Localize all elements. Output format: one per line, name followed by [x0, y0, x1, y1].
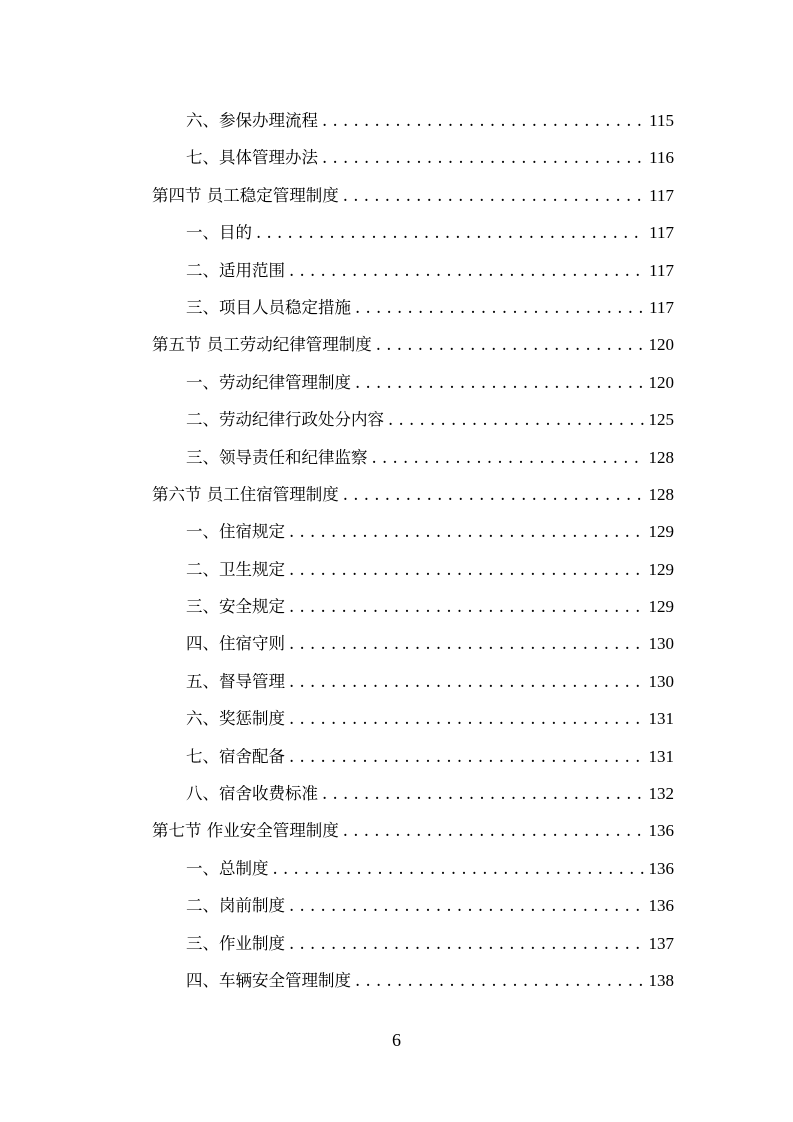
- toc-entry-page: 120: [648, 335, 674, 355]
- toc-dot-leader: [355, 289, 644, 326]
- toc-entry-title: 二、适用范围: [186, 260, 285, 280]
- toc-entry-title: 八、宿舍收费标准: [186, 784, 318, 804]
- toc-dot-leader: [289, 738, 644, 775]
- toc-entry-page: 132: [648, 784, 674, 804]
- toc-entry-page: 137: [648, 933, 674, 953]
- toc-entry-title: 一、总制度: [186, 858, 269, 878]
- toc-entry[interactable]: [152, 962, 674, 999]
- toc-entry[interactable]: [152, 214, 674, 251]
- toc-entry-page: 129: [648, 559, 674, 579]
- toc-entry-title: 六、参保办理流程: [186, 111, 318, 130]
- toc-entry[interactable]: [152, 925, 674, 962]
- toc-entry-page: 115: [649, 111, 674, 130]
- toc-entry-page: 128: [648, 484, 674, 504]
- toc-entry-title: 一、目的: [186, 223, 252, 243]
- table-of-contents: [152, 102, 674, 999]
- toc-dot-leader: [289, 887, 644, 924]
- toc-entry-page: 136: [648, 896, 674, 916]
- page-number: 6: [392, 1030, 401, 1050]
- toc-dot-leader: [289, 551, 644, 588]
- toc-entry-page: 128: [648, 447, 674, 467]
- toc-dot-leader: [289, 625, 644, 662]
- toc-entry[interactable]: [152, 700, 674, 737]
- toc-entry-title: 一、劳动纪律管理制度: [186, 372, 351, 392]
- toc-entry-page: 117: [649, 223, 674, 243]
- toc-dot-leader: [289, 588, 644, 625]
- toc-section-entry[interactable]: [152, 326, 674, 363]
- toc-entry-page: 117: [649, 260, 674, 280]
- toc-entry-page: 129: [648, 597, 674, 617]
- toc-entry[interactable]: [152, 513, 674, 550]
- toc-entry-title: 三、领导责任和纪律监察: [186, 447, 368, 467]
- toc-entry-page: 117: [649, 185, 674, 205]
- toc-dot-leader: [388, 401, 644, 438]
- toc-entry[interactable]: [152, 663, 674, 700]
- toc-entry-title: 四、住宿守则: [186, 634, 285, 654]
- toc-dot-leader: [355, 962, 644, 999]
- toc-entry-page: 131: [648, 709, 674, 729]
- toc-entry[interactable]: [152, 102, 674, 139]
- toc-entry-title: 三、安全规定: [186, 597, 285, 617]
- toc-dot-leader: [322, 139, 644, 176]
- toc-entry[interactable]: [152, 551, 674, 588]
- toc-dot-leader: [372, 439, 645, 476]
- toc-entry[interactable]: [152, 588, 674, 625]
- toc-entry-title: 三、作业制度: [186, 933, 285, 953]
- toc-dot-leader: [322, 102, 644, 139]
- toc-entry-title: 第六节 员工住宿管理制度: [152, 484, 339, 504]
- toc-dot-leader: [289, 700, 644, 737]
- toc-entry[interactable]: [152, 850, 674, 887]
- toc-entry[interactable]: [152, 625, 674, 662]
- toc-entry-title: 二、岗前制度: [186, 896, 285, 916]
- toc-dot-leader: [273, 850, 645, 887]
- toc-dot-leader: [289, 663, 644, 700]
- toc-entry-title: 五、督导管理: [186, 671, 285, 691]
- toc-entry-page: 130: [648, 671, 674, 691]
- toc-entry[interactable]: [152, 439, 674, 476]
- toc-dot-leader: [256, 214, 644, 251]
- toc-entry-title: 三、项目人员稳定措施: [186, 297, 351, 317]
- toc-section-entry[interactable]: [152, 812, 674, 849]
- toc-entry-title: 第七节 作业安全管理制度: [152, 821, 339, 841]
- toc-entry-title: 二、劳动纪律行政处分内容: [186, 410, 384, 430]
- toc-entry-page: 138: [648, 970, 674, 990]
- toc-entry-title: 二、卫生规定: [186, 559, 285, 579]
- toc-entry[interactable]: [152, 887, 674, 924]
- toc-entry-title: 七、宿舍配备: [186, 746, 285, 766]
- toc-dot-leader: [355, 364, 644, 401]
- toc-entry-page: 129: [648, 522, 674, 542]
- toc-dot-leader: [289, 513, 644, 550]
- toc-dot-leader: [376, 326, 644, 363]
- toc-entry-title: 四、车辆安全管理制度: [186, 970, 351, 990]
- toc-entry[interactable]: [152, 775, 674, 812]
- toc-entry-title: 第五节 员工劳动纪律管理制度: [152, 335, 372, 355]
- toc-entry[interactable]: [152, 738, 674, 775]
- toc-dot-leader: [322, 775, 644, 812]
- toc-entry-page: 136: [648, 858, 674, 878]
- toc-dot-leader: [343, 476, 644, 513]
- toc-entry-page: 117: [649, 297, 674, 317]
- toc-entry-title: 六、奖惩制度: [186, 709, 285, 729]
- toc-dot-leader: [343, 177, 644, 214]
- toc-entry[interactable]: [152, 364, 674, 401]
- toc-entry-title: 七、具体管理办法: [186, 148, 318, 168]
- toc-entry-title: 第四节 员工稳定管理制度: [152, 185, 339, 205]
- toc-entry-page: 125: [648, 410, 674, 430]
- toc-entry-title: 一、住宿规定: [186, 522, 285, 542]
- toc-entry[interactable]: [152, 401, 674, 438]
- toc-dot-leader: [289, 925, 644, 962]
- toc-dot-leader: [343, 812, 644, 849]
- toc-dot-leader: [289, 252, 644, 289]
- toc-section-entry[interactable]: [152, 177, 674, 214]
- toc-entry-page: 136: [648, 821, 674, 841]
- toc-entry-page: 120: [648, 372, 674, 392]
- toc-section-entry[interactable]: [152, 476, 674, 513]
- toc-entry-page: 131: [648, 746, 674, 766]
- toc-entry-page: 130: [648, 634, 674, 654]
- toc-entry[interactable]: [152, 252, 674, 289]
- toc-entry[interactable]: [152, 139, 674, 176]
- toc-entry-page: 116: [649, 148, 674, 168]
- toc-entry[interactable]: [152, 289, 674, 326]
